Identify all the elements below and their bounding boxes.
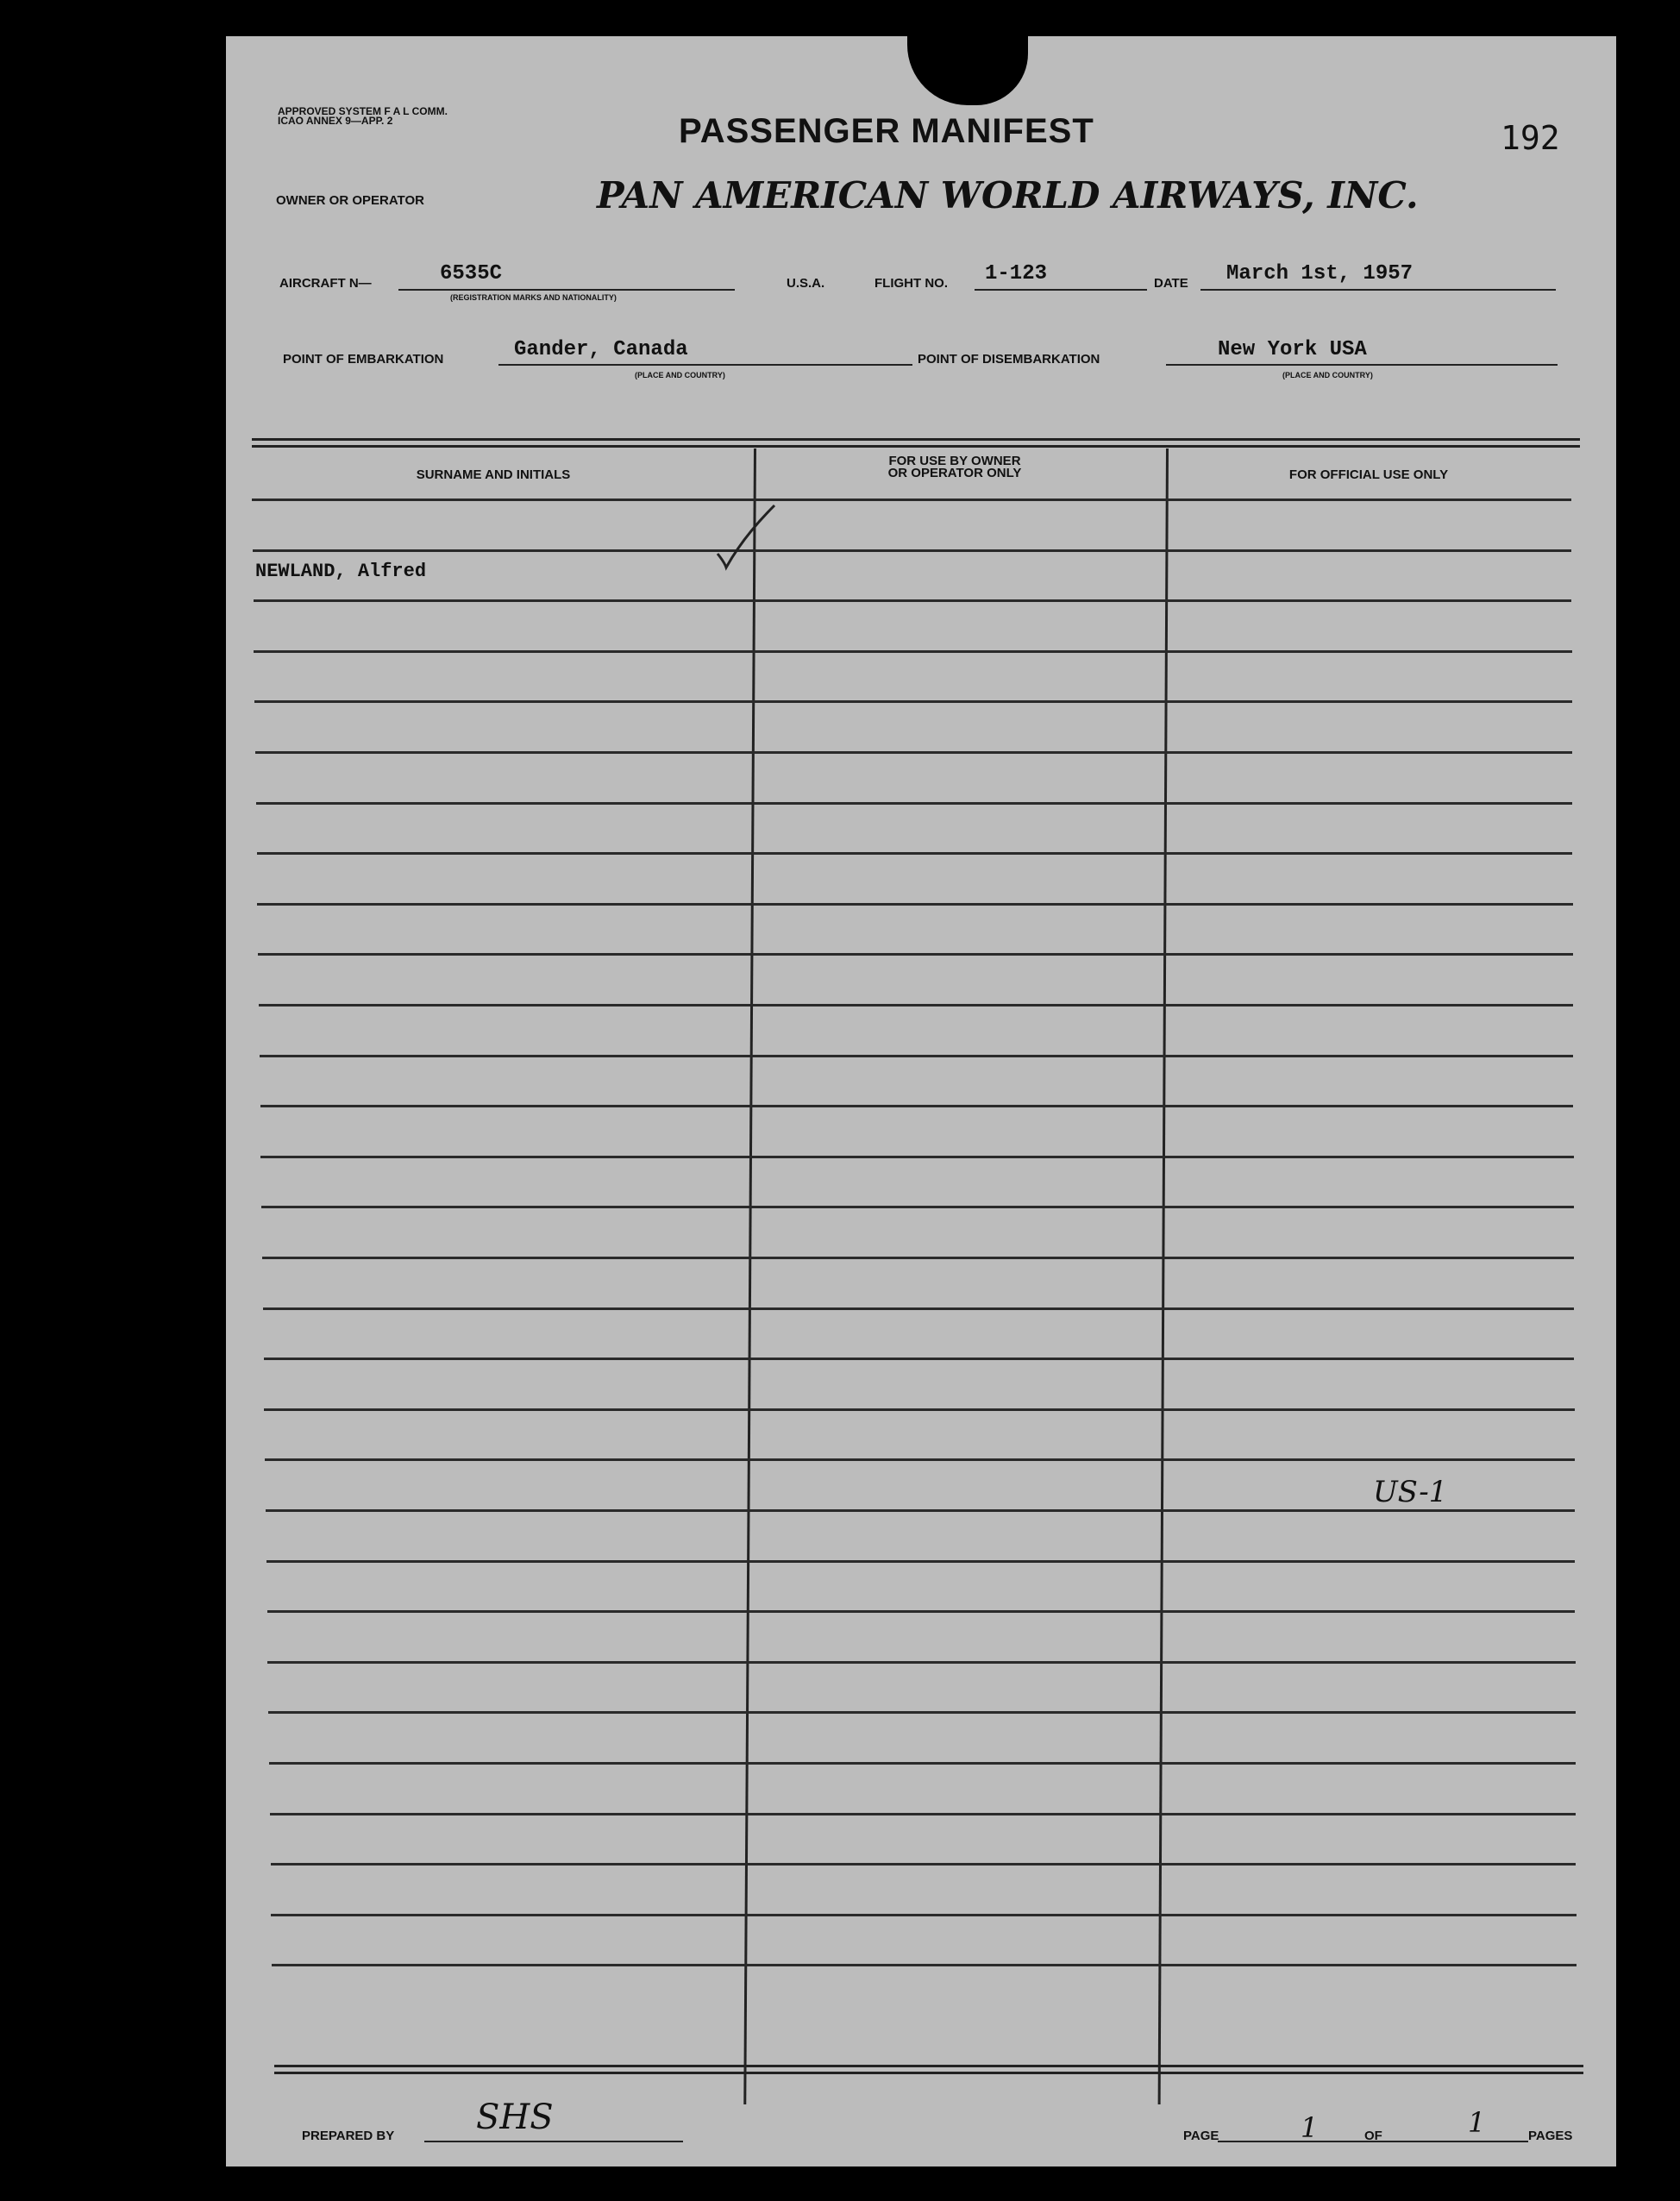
embark-label: POINT OF EMBARKATION xyxy=(283,352,444,367)
row-rule xyxy=(255,751,1572,754)
row-rule xyxy=(259,1004,1573,1006)
column-divider-1 xyxy=(743,448,756,2104)
table-top-rule-2 xyxy=(252,445,1580,448)
nationality: U.S.A. xyxy=(787,276,825,291)
punched-hole xyxy=(907,36,1028,105)
header-owner xyxy=(756,455,1153,480)
date-underline xyxy=(1200,289,1556,291)
row-rule xyxy=(260,1055,1573,1057)
embark-hint: (PLACE AND COUNTRY) xyxy=(635,371,725,379)
page-underline xyxy=(1218,2141,1528,2142)
page-number: 192 xyxy=(1501,119,1560,157)
disembark-underline xyxy=(1166,364,1558,366)
row-rule xyxy=(257,903,1572,906)
date-label: DATE xyxy=(1154,276,1188,291)
row-rule xyxy=(254,599,1572,602)
row-rule xyxy=(257,852,1573,855)
row-rule xyxy=(268,1711,1576,1714)
official-note: US-1 xyxy=(1373,1475,1448,1509)
row-rule xyxy=(254,650,1571,653)
row-rule xyxy=(270,1813,1576,1815)
row-rule xyxy=(261,1206,1574,1208)
row-rule xyxy=(256,802,1572,805)
aircraft-value: 6535C xyxy=(440,262,503,285)
of-value: 1 xyxy=(1468,2106,1486,2139)
row-rule xyxy=(263,1307,1574,1310)
date-value: March 1st, 1957 xyxy=(1226,262,1414,285)
disembark-value: New York USA xyxy=(1218,338,1367,361)
row-rule xyxy=(254,700,1572,703)
row-rule xyxy=(264,1358,1575,1360)
row-rule xyxy=(266,1560,1575,1563)
embark-underline xyxy=(498,364,912,366)
row-rule xyxy=(271,1863,1577,1866)
row-rule xyxy=(267,1661,1575,1664)
airline-name: PAN AMERICAN WORLD AIRWAYS, INC. xyxy=(597,174,1419,216)
table-top-rule xyxy=(252,438,1580,441)
row-rule xyxy=(265,1458,1575,1461)
page-value: 1 xyxy=(1301,2111,1319,2144)
header-official: FOR OFFICIAL USE ONLY xyxy=(1288,467,1449,482)
embark-value: Gander, Canada xyxy=(514,338,688,361)
header-owner-line1: FOR USE BY OWNER xyxy=(888,454,1021,468)
of-label: OF xyxy=(1364,2129,1382,2143)
flight-underline xyxy=(975,289,1147,291)
row-rule xyxy=(271,1914,1576,1916)
owner-label: OWNER OR OPERATOR xyxy=(276,193,424,208)
flight-label: FLIGHT NO. xyxy=(874,276,948,291)
passenger-name: NEWLAND, Alfred xyxy=(255,561,427,582)
approval-stamp: APPROVED SYSTEM F A L COMM. ICAO ANNEX 9—APP. 2 xyxy=(278,105,448,127)
row-rule xyxy=(266,1509,1575,1512)
aircraft-hint: (REGISTRATION MARKS AND NATIONALITY) xyxy=(450,293,617,302)
check-mark-icon xyxy=(709,502,778,571)
row-rule xyxy=(269,1762,1576,1765)
prepared-signature: SHS xyxy=(476,2098,554,2137)
prepared-underline xyxy=(424,2141,683,2142)
aircraft-underline xyxy=(398,289,735,291)
pages-label: PAGES xyxy=(1528,2129,1573,2143)
column-divider-2 xyxy=(1158,448,1169,2104)
prepared-label: PREPARED BY xyxy=(302,2129,395,2143)
row-rule xyxy=(262,1257,1574,1259)
header-owner-line2: OR OPERATOR ONLY xyxy=(887,466,1022,480)
row-rule xyxy=(258,953,1573,956)
row-rule xyxy=(260,1105,1574,1107)
row-rule xyxy=(252,499,1571,501)
row-rule xyxy=(253,549,1571,552)
header-surname: SURNAME AND INITIALS xyxy=(416,467,571,482)
disembark-label: POINT OF DISEMBARKATION xyxy=(918,352,1100,367)
flight-value: 1-123 xyxy=(985,262,1048,285)
row-rule xyxy=(264,1408,1574,1411)
disembark-hint: (PLACE AND COUNTRY) xyxy=(1282,371,1373,379)
form-title: PASSENGER MANIFEST xyxy=(679,112,1094,150)
page-label: PAGE xyxy=(1183,2129,1219,2143)
aircraft-label: AIRCRAFT N— xyxy=(279,276,372,291)
table-bottom-rule xyxy=(274,2065,1583,2067)
row-rule xyxy=(267,1610,1576,1613)
row-rule xyxy=(272,1964,1577,1966)
row-rule xyxy=(260,1156,1573,1158)
manifest-form xyxy=(226,36,1616,2167)
table-bottom-rule-2 xyxy=(274,2072,1583,2074)
